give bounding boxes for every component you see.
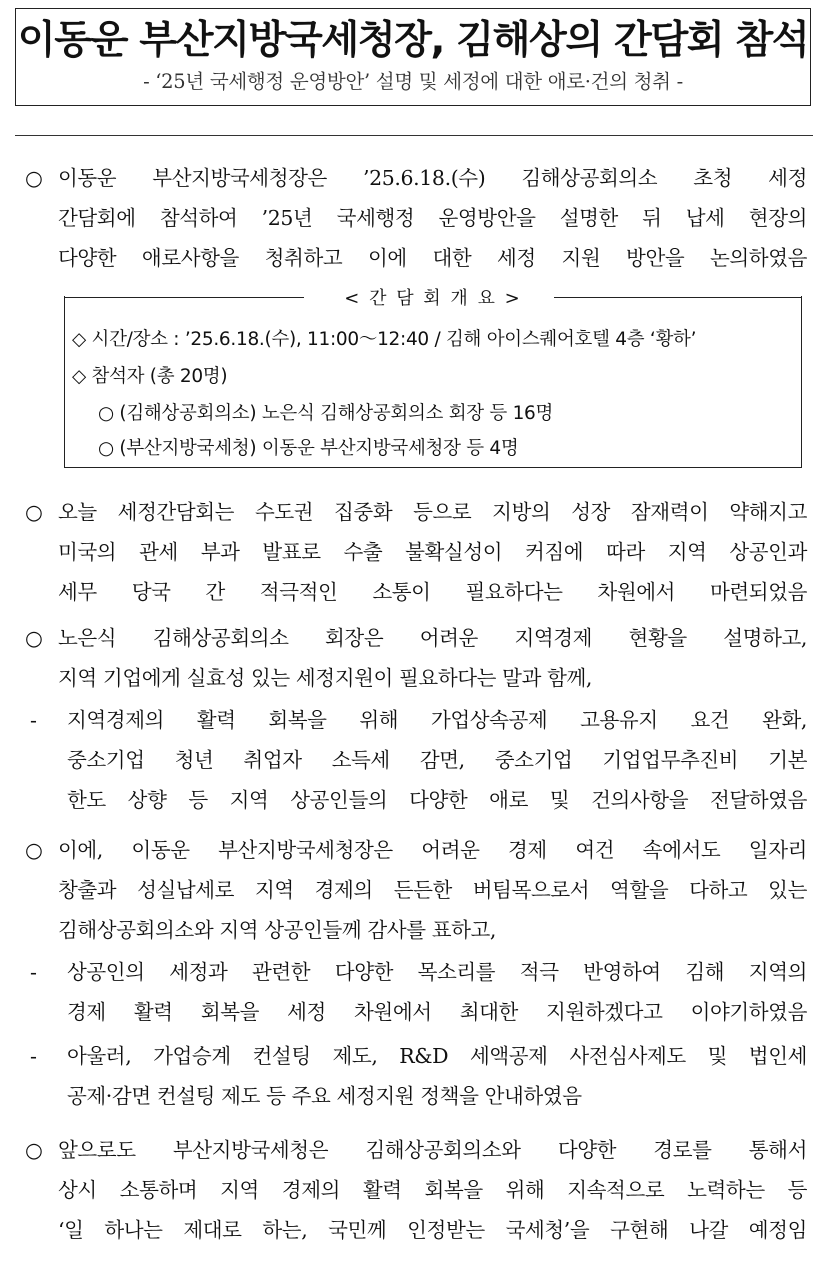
paragraph-line: 상시 소통하며 지역 경제의 활력 회복을 위해 지속적으로 노력하는 등 [58, 1178, 807, 1202]
page-subtitle: - ‘25년 국세행정 운영방안’ 설명 및 세정에 대한 애로·건의 청취 - [143, 70, 683, 93]
title-box [15, 8, 811, 106]
bullet-circle: ○ [25, 626, 43, 650]
paragraph-2 [25, 492, 807, 612]
overview-title: < 간 담 회 개 요 > [344, 288, 522, 309]
paragraph-line: 창출과 성실납세로 지역 경제의 든든한 버팀목으로서 역할을 다하고 있는 [58, 878, 807, 902]
paragraph-line: - 상공인의 세정과 관련한 다양한 목소리를 적극 반영하여 김해 지역의 [30, 952, 807, 992]
paragraph-line: 김해상공회의소와 지역 상공인들께 감사를 표하고, [58, 918, 497, 942]
overview-attendee-2: ○ (부산지방국세청) 이동운 부산지방국세청장 등 4명 [98, 438, 519, 459]
paragraph-line: ○ 노은식 김해상공회의소 회장은 어려운 지역경제 현황을 설명하고, [25, 618, 807, 658]
paragraph-5 [25, 1130, 807, 1250]
paragraph-line: 다양한 애로사항을 청취하고 이에 대한 세정 지원 방안을 논의하였음 [58, 246, 807, 270]
paragraph-4 [25, 830, 807, 950]
paragraph-line: - 아울러, 가업승계 컨설팅 제도, R&D 세액공제 사전심사제도 및 법인세 [30, 1036, 807, 1076]
bullet-circle: ○ [25, 1138, 43, 1162]
paragraph-line: 미국의 관세 부과 발표로 수출 불확실성이 커짐에 따라 지역 상공인과 [58, 540, 807, 564]
paragraph-4-sub-2 [30, 1036, 807, 1116]
paragraph-line: ○ 앞으로도 부산지방국세청은 김해상공회의소와 다양한 경로를 통해서 [25, 1130, 807, 1170]
divider [15, 135, 813, 136]
bullet-circle: ○ [25, 166, 43, 190]
paragraph-line: - 지역경제의 활력 회복을 위해 가업상속공제 고용유지 요건 완화, [30, 700, 807, 740]
overview-time-place: ◇ 시간/장소 : ’25.6.18.(수), 11:00～12:40 / 김해 아이스퀘어호텔 4층 ‘황하’ [72, 329, 697, 350]
paragraph-3 [25, 618, 807, 698]
paragraph-line: ○ 오늘 세정간담회는 수도권 집중화 등으로 지방의 성장 잠재력이 약해지고 [25, 492, 807, 532]
dash-mark: - [30, 708, 37, 732]
paragraph-line: 공제·감면 컨설팅 제도 등 주요 세정지원 정책을 안내하였음 [67, 1084, 582, 1108]
paragraph-line: ○ 이에, 이동운 부산지방국세청장은 어려운 경제 여건 속에서도 일자리 [25, 830, 807, 870]
overview-attendee-1: ○ (김해상공회의소) 노은식 김해상공회의소 회장 등 16명 [98, 403, 554, 424]
paragraph-line: 간담회에 참석하여 ’25년 국세행정 운영방안을 설명한 뒤 납세 현장의 [58, 206, 807, 230]
overview-attendees: ◇ 참석자 (총 20명) [72, 366, 228, 387]
dash-mark: - [30, 1044, 37, 1068]
bullet-circle: ○ [25, 500, 43, 524]
bullet-circle: ○ [25, 838, 43, 862]
paragraph-line: ‘일 하나는 제대로 하는, 국민께 인정받는 국세청’을 구현해 나갈 예정임 [58, 1218, 807, 1242]
paragraph-line: 지역 기업에게 실효성 있는 세정지원이 필요하다는 말과 함께, [58, 666, 593, 690]
paragraph-1 [25, 158, 807, 278]
paragraph-4-sub-1 [30, 952, 807, 1032]
paragraph-line: ○ 이동운 부산지방국세청장은 ’25.6.18.(수) 김해상공회의소 초청 세정 [25, 158, 807, 198]
dash-mark: - [30, 960, 37, 984]
page-title: 이동운 부산지방국세청장, 김해상의 간담회 참석 [17, 18, 809, 63]
paragraph-line: 경제 활력 회복을 세정 차원에서 최대한 지원하겠다고 이야기하였음 [67, 1000, 807, 1024]
paragraph-line: 세무 당국 간 적극적인 소통이 필요하다는 차원에서 마련되었음 [58, 580, 807, 604]
paragraph-line: 한도 상향 등 지역 상공인들의 다양한 애로 및 건의사항을 전달하였음 [67, 788, 807, 812]
paragraph-line: 중소기업 청년 취업자 소득세 감면, 중소기업 기업업무추진비 기본 [67, 748, 807, 772]
paragraph-3-sub [30, 700, 807, 820]
